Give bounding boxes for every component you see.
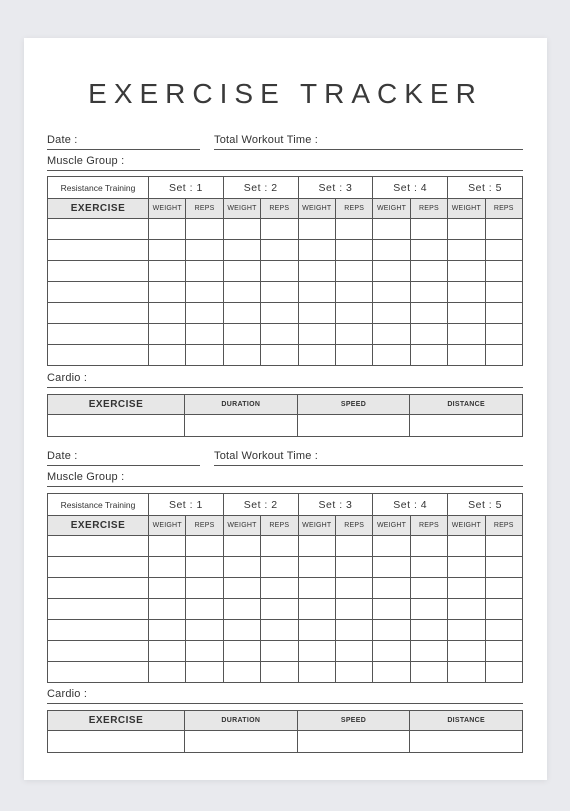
exercise-cell[interactable] xyxy=(48,620,149,641)
muscle-group-field[interactable] xyxy=(47,486,523,487)
cardio-distance-cell[interactable] xyxy=(410,731,523,753)
resistance-training-label: Resistance Training xyxy=(48,494,149,516)
reps-cell[interactable] xyxy=(410,536,447,557)
table-row xyxy=(48,620,523,641)
reps-cell[interactable] xyxy=(485,324,522,345)
weight-cell[interactable] xyxy=(298,641,335,662)
reps-cell[interactable] xyxy=(261,219,298,240)
weight-column-header: WEIGHT xyxy=(373,516,410,536)
reps-cell[interactable] xyxy=(261,345,298,366)
weight-cell[interactable] xyxy=(149,536,186,557)
weight-cell[interactable] xyxy=(223,240,260,261)
reps-column-header: REPS xyxy=(410,516,447,536)
weight-cell[interactable] xyxy=(223,557,260,578)
set-2-header: Set : 2 xyxy=(223,177,298,199)
cardio-duration-cell[interactable] xyxy=(185,415,298,437)
table-row xyxy=(48,282,523,303)
date-label: Date : xyxy=(47,134,78,146)
reps-cell[interactable] xyxy=(335,219,372,240)
weight-cell[interactable] xyxy=(223,324,260,345)
weight-cell[interactable] xyxy=(223,620,260,641)
reps-cell[interactable] xyxy=(410,261,447,282)
cardio-exercise-cell[interactable] xyxy=(48,415,185,437)
reps-cell[interactable] xyxy=(186,303,223,324)
weight-cell[interactable] xyxy=(448,240,485,261)
reps-cell[interactable] xyxy=(485,641,522,662)
table-row xyxy=(48,219,523,240)
weight-cell[interactable] xyxy=(223,303,260,324)
resistance-table xyxy=(47,176,523,366)
reps-cell[interactable] xyxy=(410,282,447,303)
table-row xyxy=(48,578,523,599)
reps-cell[interactable] xyxy=(261,662,298,683)
reps-cell[interactable] xyxy=(335,240,372,261)
reps-cell[interactable] xyxy=(335,324,372,345)
reps-cell[interactable] xyxy=(485,557,522,578)
table-row xyxy=(48,240,523,261)
reps-cell[interactable] xyxy=(335,599,372,620)
reps-cell[interactable] xyxy=(410,345,447,366)
reps-cell[interactable] xyxy=(261,303,298,324)
cardio-distance-header: DISTANCE xyxy=(410,711,523,731)
weight-cell[interactable] xyxy=(373,620,410,641)
reps-cell[interactable] xyxy=(485,578,522,599)
weight-cell[interactable] xyxy=(149,620,186,641)
reps-cell[interactable] xyxy=(335,261,372,282)
reps-cell[interactable] xyxy=(186,324,223,345)
reps-cell[interactable] xyxy=(410,303,447,324)
weight-cell[interactable] xyxy=(373,282,410,303)
weight-cell[interactable] xyxy=(149,240,186,261)
total-workout-time-label: Total Workout Time : xyxy=(214,450,319,462)
weight-cell[interactable] xyxy=(223,578,260,599)
weight-cell[interactable] xyxy=(448,557,485,578)
cardio-line xyxy=(47,387,523,388)
weight-column-header: WEIGHT xyxy=(298,199,335,219)
reps-cell[interactable] xyxy=(261,536,298,557)
cardio-table xyxy=(47,394,523,437)
cardio-table xyxy=(47,710,523,753)
reps-column-header: REPS xyxy=(410,199,447,219)
exercise-cell[interactable] xyxy=(48,599,149,620)
reps-cell[interactable] xyxy=(261,599,298,620)
weight-cell[interactable] xyxy=(223,662,260,683)
reps-cell[interactable] xyxy=(485,303,522,324)
reps-cell[interactable] xyxy=(261,282,298,303)
set-4-header: Set : 4 xyxy=(373,494,448,516)
weight-cell[interactable] xyxy=(298,345,335,366)
weight-column-header: WEIGHT xyxy=(448,199,485,219)
reps-cell[interactable] xyxy=(485,219,522,240)
table-row xyxy=(48,731,523,753)
exercise-column-header: EXERCISE xyxy=(48,199,149,219)
reps-cell[interactable] xyxy=(261,557,298,578)
weight-cell[interactable] xyxy=(448,345,485,366)
weight-cell[interactable] xyxy=(373,240,410,261)
weight-column-header: WEIGHT xyxy=(223,199,260,219)
reps-cell[interactable] xyxy=(335,641,372,662)
weight-cell[interactable] xyxy=(373,536,410,557)
muscle-group-field[interactable] xyxy=(47,170,523,171)
table-row xyxy=(48,345,523,366)
weight-cell[interactable] xyxy=(448,219,485,240)
cardio-exercise-cell[interactable] xyxy=(48,731,185,753)
table-row xyxy=(48,557,523,578)
total-workout-time-field[interactable] xyxy=(214,149,523,150)
set-1-header: Set : 1 xyxy=(149,494,224,516)
reps-cell[interactable] xyxy=(186,282,223,303)
reps-cell[interactable] xyxy=(410,324,447,345)
reps-cell[interactable] xyxy=(335,578,372,599)
weight-cell[interactable] xyxy=(448,578,485,599)
reps-cell[interactable] xyxy=(410,240,447,261)
weight-cell[interactable] xyxy=(223,599,260,620)
weight-cell[interactable] xyxy=(373,662,410,683)
set-3-header: Set : 3 xyxy=(298,494,373,516)
reps-cell[interactable] xyxy=(261,641,298,662)
weight-cell[interactable] xyxy=(223,641,260,662)
weight-cell[interactable] xyxy=(448,324,485,345)
reps-cell[interactable] xyxy=(410,599,447,620)
weight-cell[interactable] xyxy=(223,345,260,366)
total-workout-time-label: Total Workout Time : xyxy=(214,134,319,146)
reps-column-header: REPS xyxy=(485,199,522,219)
weight-cell[interactable] xyxy=(373,641,410,662)
exercise-cell[interactable] xyxy=(48,324,149,345)
weight-cell[interactable] xyxy=(373,303,410,324)
reps-cell[interactable] xyxy=(186,536,223,557)
reps-column-header: REPS xyxy=(261,199,298,219)
exercise-cell[interactable] xyxy=(48,219,149,240)
total-workout-time-field[interactable] xyxy=(214,465,523,466)
reps-cell[interactable] xyxy=(261,324,298,345)
weight-cell[interactable] xyxy=(149,261,186,282)
reps-cell[interactable] xyxy=(186,557,223,578)
weight-cell[interactable] xyxy=(223,282,260,303)
exercise-cell[interactable] xyxy=(48,261,149,282)
weight-cell[interactable] xyxy=(298,662,335,683)
set-1-header: Set : 1 xyxy=(149,177,224,199)
weight-cell[interactable] xyxy=(149,578,186,599)
weight-cell[interactable] xyxy=(149,324,186,345)
weight-cell[interactable] xyxy=(298,620,335,641)
cardio-duration-cell[interactable] xyxy=(185,731,298,753)
table-row xyxy=(48,536,523,557)
weight-cell[interactable] xyxy=(149,303,186,324)
reps-column-header: REPS xyxy=(485,516,522,536)
cardio-distance-header: DISTANCE xyxy=(410,395,523,415)
weight-cell[interactable] xyxy=(373,557,410,578)
table-row xyxy=(48,662,523,683)
weight-cell[interactable] xyxy=(223,261,260,282)
weight-cell[interactable] xyxy=(298,219,335,240)
reps-cell[interactable] xyxy=(261,261,298,282)
weight-cell[interactable] xyxy=(373,261,410,282)
reps-column-header: REPS xyxy=(186,516,223,536)
reps-column-header: REPS xyxy=(335,516,372,536)
cardio-distance-cell[interactable] xyxy=(410,415,523,437)
weight-column-header: WEIGHT xyxy=(298,516,335,536)
weight-cell[interactable] xyxy=(448,536,485,557)
reps-cell[interactable] xyxy=(485,261,522,282)
reps-column-header: REPS xyxy=(335,199,372,219)
weight-cell[interactable] xyxy=(448,599,485,620)
weight-cell[interactable] xyxy=(448,662,485,683)
exercise-cell[interactable] xyxy=(48,536,149,557)
reps-cell[interactable] xyxy=(261,620,298,641)
weight-cell[interactable] xyxy=(149,219,186,240)
weight-cell[interactable] xyxy=(448,641,485,662)
table-row xyxy=(48,303,523,324)
weight-cell[interactable] xyxy=(149,282,186,303)
weight-cell[interactable] xyxy=(373,578,410,599)
reps-cell[interactable] xyxy=(485,620,522,641)
reps-cell[interactable] xyxy=(485,536,522,557)
tracker-sheet xyxy=(24,38,547,780)
reps-cell[interactable] xyxy=(335,536,372,557)
set-4-header: Set : 4 xyxy=(373,177,448,199)
reps-column-header: REPS xyxy=(186,199,223,219)
cardio-duration-header: DURATION xyxy=(185,395,298,415)
reps-cell[interactable] xyxy=(485,282,522,303)
weight-cell[interactable] xyxy=(223,536,260,557)
weight-cell[interactable] xyxy=(373,219,410,240)
reps-cell[interactable] xyxy=(335,303,372,324)
resistance-training-label: Resistance Training xyxy=(48,177,149,199)
cardio-exercise-header: EXERCISE xyxy=(48,711,185,731)
cardio-duration-header: DURATION xyxy=(185,711,298,731)
cardio-speed-header: SPEED xyxy=(297,711,410,731)
weight-cell[interactable] xyxy=(373,599,410,620)
reps-cell[interactable] xyxy=(485,662,522,683)
reps-cell[interactable] xyxy=(186,578,223,599)
weight-column-header: WEIGHT xyxy=(223,516,260,536)
reps-cell[interactable] xyxy=(335,620,372,641)
weight-cell[interactable] xyxy=(223,219,260,240)
weight-cell[interactable] xyxy=(298,578,335,599)
reps-cell[interactable] xyxy=(186,345,223,366)
weight-cell[interactable] xyxy=(448,303,485,324)
set-5-header: Set : 5 xyxy=(448,177,523,199)
exercise-cell[interactable] xyxy=(48,578,149,599)
exercise-column-header: EXERCISE xyxy=(48,516,149,536)
weight-cell[interactable] xyxy=(298,324,335,345)
reps-cell[interactable] xyxy=(186,641,223,662)
weight-cell[interactable] xyxy=(373,345,410,366)
reps-cell[interactable] xyxy=(186,261,223,282)
weight-column-header: WEIGHT xyxy=(149,516,186,536)
date-field[interactable] xyxy=(47,465,200,466)
weight-cell[interactable] xyxy=(448,261,485,282)
resistance-table xyxy=(47,493,523,683)
cardio-label: Cardio : xyxy=(47,372,88,384)
weight-cell[interactable] xyxy=(298,557,335,578)
reps-cell[interactable] xyxy=(410,557,447,578)
weight-cell[interactable] xyxy=(298,303,335,324)
exercise-cell[interactable] xyxy=(48,557,149,578)
reps-cell[interactable] xyxy=(485,240,522,261)
weight-cell[interactable] xyxy=(149,557,186,578)
reps-cell[interactable] xyxy=(485,599,522,620)
weight-cell[interactable] xyxy=(149,641,186,662)
weight-cell[interactable] xyxy=(298,240,335,261)
reps-cell[interactable] xyxy=(335,662,372,683)
weight-cell[interactable] xyxy=(298,261,335,282)
weight-cell[interactable] xyxy=(448,620,485,641)
table-row xyxy=(48,324,523,345)
exercise-cell[interactable] xyxy=(48,282,149,303)
reps-cell[interactable] xyxy=(186,240,223,261)
cardio-exercise-header: EXERCISE xyxy=(48,395,185,415)
exercise-cell[interactable] xyxy=(48,641,149,662)
table-row xyxy=(48,641,523,662)
muscle-group-label: Muscle Group : xyxy=(47,471,125,483)
reps-cell[interactable] xyxy=(410,578,447,599)
reps-cell[interactable] xyxy=(335,282,372,303)
reps-cell[interactable] xyxy=(335,557,372,578)
table-row xyxy=(48,599,523,620)
cardio-speed-header: SPEED xyxy=(297,395,410,415)
reps-cell[interactable] xyxy=(410,641,447,662)
weight-cell[interactable] xyxy=(298,536,335,557)
reps-cell[interactable] xyxy=(186,219,223,240)
muscle-group-label: Muscle Group : xyxy=(47,155,125,167)
cardio-line xyxy=(47,703,523,704)
reps-cell[interactable] xyxy=(186,599,223,620)
weight-column-header: WEIGHT xyxy=(448,516,485,536)
reps-cell[interactable] xyxy=(410,620,447,641)
set-2-header: Set : 2 xyxy=(223,494,298,516)
cardio-speed-cell[interactable] xyxy=(297,415,410,437)
reps-cell[interactable] xyxy=(410,662,447,683)
date-field[interactable] xyxy=(47,149,200,150)
reps-cell[interactable] xyxy=(335,345,372,366)
weight-cell[interactable] xyxy=(149,662,186,683)
page-title: EXERCISE TRACKER xyxy=(88,78,483,109)
table-row xyxy=(48,261,523,282)
weight-cell[interactable] xyxy=(149,599,186,620)
exercise-cell[interactable] xyxy=(48,662,149,683)
weight-column-header: WEIGHT xyxy=(373,199,410,219)
reps-cell[interactable] xyxy=(485,345,522,366)
exercise-cell[interactable] xyxy=(48,345,149,366)
exercise-cell[interactable] xyxy=(48,303,149,324)
weight-cell[interactable] xyxy=(448,282,485,303)
reps-cell[interactable] xyxy=(186,662,223,683)
weight-column-header: WEIGHT xyxy=(149,199,186,219)
date-label: Date : xyxy=(47,450,78,462)
weight-cell[interactable] xyxy=(298,282,335,303)
exercise-cell[interactable] xyxy=(48,240,149,261)
weight-cell[interactable] xyxy=(298,599,335,620)
set-3-header: Set : 3 xyxy=(298,177,373,199)
set-5-header: Set : 5 xyxy=(448,494,523,516)
weight-cell[interactable] xyxy=(373,324,410,345)
cardio-speed-cell[interactable] xyxy=(297,731,410,753)
reps-cell[interactable] xyxy=(261,240,298,261)
table-row xyxy=(48,415,523,437)
cardio-label: Cardio : xyxy=(47,688,88,700)
reps-column-header: REPS xyxy=(261,516,298,536)
reps-cell[interactable] xyxy=(261,578,298,599)
reps-cell[interactable] xyxy=(410,219,447,240)
reps-cell[interactable] xyxy=(186,620,223,641)
weight-cell[interactable] xyxy=(149,345,186,366)
